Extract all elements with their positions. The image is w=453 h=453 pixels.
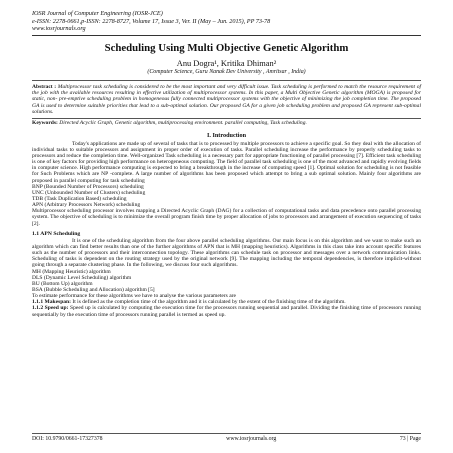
speedup-text: Speed up is calculated by computing the execution time for the processors running sequential and parallel. Dividing the finishing time of processors running sequentially by the execution time of processors running parallel is termed as speed up. [32, 305, 421, 318]
apn-body [32, 238, 421, 318]
journal-name: IOSR Journal of Computer Engineering (IOSR-JCE) [32, 10, 163, 17]
makespan-label: 1.1.1 Makespan: [32, 299, 71, 306]
keywords-label: Keywords: [32, 120, 58, 127]
header-rule [32, 35, 421, 36]
journal-issn: e-ISSN: 2278-0661,p-ISSN: 2278-8727, Volume 17, Issue 3, Ver. II (May – Jun. 2015), PP 73-78 [32, 17, 271, 25]
paper-title: Scheduling Using Multi Objective Genetic Algorithm [104, 41, 349, 54]
journal-url: www.iosrjournals.org [32, 25, 86, 33]
introduction-body [32, 141, 421, 227]
introduction-paragraph-1: Today's applications are made up of several of tasks that is to processed by multiple processors to achieve a specific goal. So they deal with the allocation of individual tasks to suitable processors and assignment in proper order of execution of tasks. Parallel scheduling increase the performance by properly scheduling tasks to processors and reduce the completion time. Well-organized Task scheduling is a necessary part for appropriate functioning of parallel processing [7]. Efficient task scheduling is one of key factors for providing high performance on heterogeneous computing. The field of parallel task scheduling is one of the most advanced and rapidly evolving fields in computer science. High performance computing is expected to bring a breakthrough in the increase of computing speed [1]. Optimal solution for scheduling is not feasible for Such Problems which are NP -complete. A large number of algorithms has been proposed which attempt to bring a sub optimal solution. Mainly four algorithms are proposed in parallel computing for task scheduling [32, 140, 421, 184]
section-heading-introduction: I. Introduction [206, 131, 247, 139]
list-item: DLS (Dynamic Level Scheduling) algorithm [32, 274, 132, 281]
abstract-text: Multiprocessor task scheduling is considered to be the most important and very difficult issue. Task scheduling is performed to match the resource requirement of the job with the available resources resulting in effective utilization of multiprocessor systems. In this paper, a Multi Objective Genetic algorithm (MOGA) is proposed for static, non- pre-emptive scheduling problem in homogeneous fully connected multiprocessor systems with the objective of minimizing the job completion time. The proposed GA is used to determine suitable priorities that lead to a sub-optimal solution. Our proposed GA for a given job scheduling problem and proposed GA represent sub-optimal solutions. [32, 83, 422, 115]
list-item: UNC (Unbounded Number of Clusters) scheduling [32, 189, 146, 196]
section-heading-apn: 1.1 APN Scheduling [32, 230, 81, 237]
paper-affiliation: (Computer Science, Guru Nanak Dev University , Amritsar , India) [147, 68, 306, 75]
footer-site: www.iosrjournals.org [226, 436, 277, 442]
paper-authors: Anu Dogra¹, Kritika Dhiman² [176, 58, 277, 68]
makespan-text: It is defined as the completion time of the algorithm and it is calculated by the extent of the finishing time of the algorithm. [72, 299, 346, 306]
footer-doi: DOI: 10.9790/0661-17327378 [32, 436, 103, 442]
speedup-label: 1.1.2 Speed up: [32, 305, 69, 312]
keywords-text: Directed Acyclic Graph, Genetic algorithm, multiprocessing environment. parallel computing, Task scheduling. [59, 120, 307, 127]
introduction-paragraph-2: Multiprocessor scheduling processor involves mapping a Directed Acyclic Graph (DAG) for a collection of computational tasks and data precedence onto parallel processing system. The objective of scheduling is to minimize the overall program finish time by proper allocation of jobs to processors and arrangement of execution sequencing of tasks [2]. [32, 208, 421, 227]
apn-paragraph-1: It is one of the scheduling algorithm from the four above parallel scheduling algorithms. Our main focus is on this algorithm and we want to make such an algorithm which can find better results than one of the further algorithms of APN that is MH (mapping heuristics). Algorithms in this class take into account specific features such as the number of processors and their interconnection topology. These algorithms can schedule task on processor and messages over a network communication links. Scheduling of tasks is dependent on the routing strategy used by the original network [9]. The mapping including the temporal dependencies, is therefore implicit-without going through a separate clustering phase. In the following, we discuss four such algorithms. [32, 237, 421, 269]
list-item: MH (Mapping Heuristic) algorithm [32, 268, 111, 275]
list-item: BSA (Bubble Scheduling and Allocation) algorithm [5] [32, 287, 155, 293]
list-item: BU (Bottom Up) algorithm [32, 280, 93, 287]
list-item: APN (Arbitrary Processors Network) scheduling [32, 202, 141, 209]
keywords-block [32, 120, 421, 126]
abstract-label: Abstract : [32, 83, 57, 90]
list-item: BNP (Bounded Number of Processors) scheduling [32, 183, 144, 190]
page-footer [32, 433, 421, 442]
journal-header [32, 10, 421, 33]
list-item: TDB (Task Duplication Based) scheduling [32, 195, 127, 202]
speedup-paragraph [32, 305, 421, 317]
footer-page-number: 73 | Page [399, 436, 421, 442]
apn-paragraph-2: To estimate performance for these algorithms we have to analyse the various parameters are [32, 293, 236, 300]
abstract-block [32, 80, 421, 119]
